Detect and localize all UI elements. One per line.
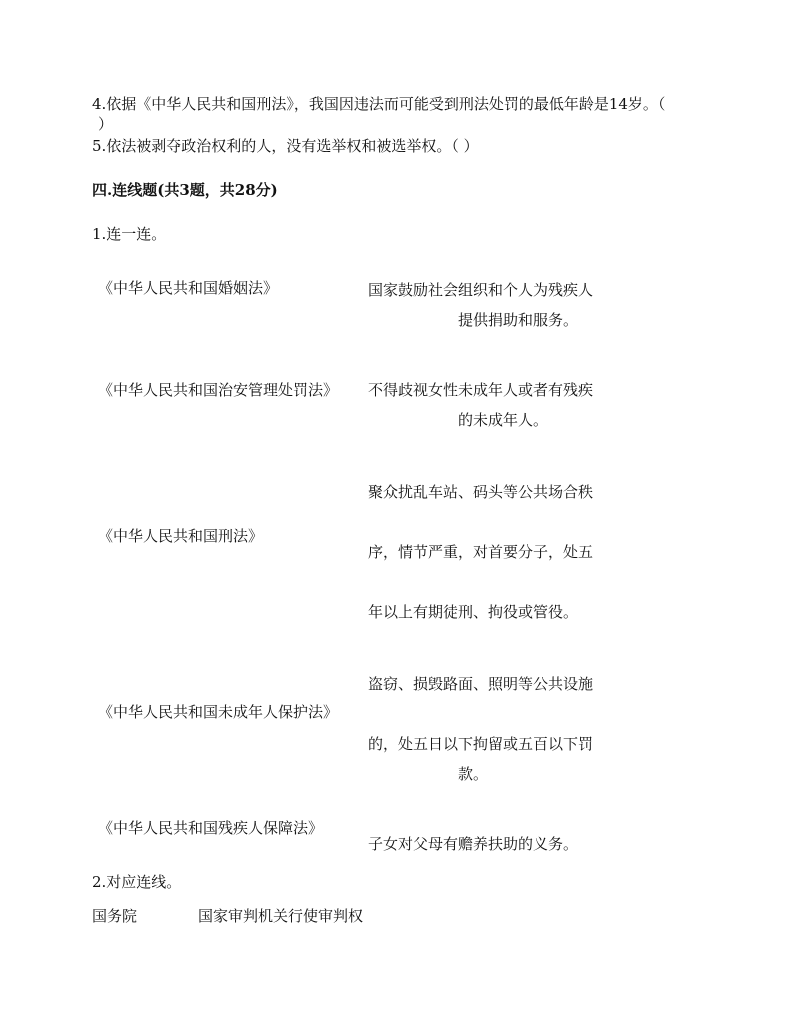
statement-5-line1: 子女对父母有赡养扶助的义务。 <box>368 835 579 853</box>
statement-4-line3: 款。 <box>458 765 489 783</box>
judgment-item-5: 5.依法被剥夺政治权利的人，没有选举权和被选举权。（ ） <box>92 137 479 155</box>
judgment-item-4-paren: ） <box>98 115 114 133</box>
statement-1-line1: 国家鼓励社会组织和个人为残疾人 <box>368 281 594 299</box>
law-marriage: 《中华人民共和国婚姻法》 <box>98 279 279 297</box>
judgment-item-4: 4.依据《中华人民共和国刑法》，我国因违法而可能受到刑法处罚的最低年龄是14岁。（ <box>92 95 666 113</box>
statement-2-line1: 不得歧视女性未成年人或者有残疾 <box>368 381 594 399</box>
q2-right-item-1: 国家审判机关行使审判权 <box>198 907 364 925</box>
law-minor-protection: 《中华人民共和国未成年人保护法》 <box>98 703 339 721</box>
law-public-security: 《中华人民共和国治安管理处罚法》 <box>98 381 339 399</box>
statement-3-line3: 年以上有期徒刑、拘役或管役。 <box>368 603 579 621</box>
question-1-title: 1.连一连。 <box>92 225 167 243</box>
statement-3-line1: 聚众扰乱车站、码头等公共场合秩 <box>368 483 594 501</box>
section-heading: 四.连线题(共3题，共28分) <box>92 181 278 199</box>
statement-4-line1: 盗窃、损毁路面、照明等公共设施 <box>368 675 594 693</box>
q2-left-item-1: 国务院 <box>92 907 138 925</box>
question-2-title: 2.对应连线。 <box>92 873 182 891</box>
law-criminal: 《中华人民共和国刑法》 <box>98 527 264 545</box>
statement-2-line2: 的未成年人。 <box>458 411 549 429</box>
statement-4-line2: 的，处五日以下拘留或五百以下罚 <box>368 735 594 753</box>
statement-3-line2: 序，情节严重，对首要分子，处五 <box>368 543 594 561</box>
statement-1-line2: 提供捐助和服务。 <box>458 311 579 329</box>
law-disabled-protection: 《中华人民共和国残疾人保障法》 <box>98 819 324 837</box>
